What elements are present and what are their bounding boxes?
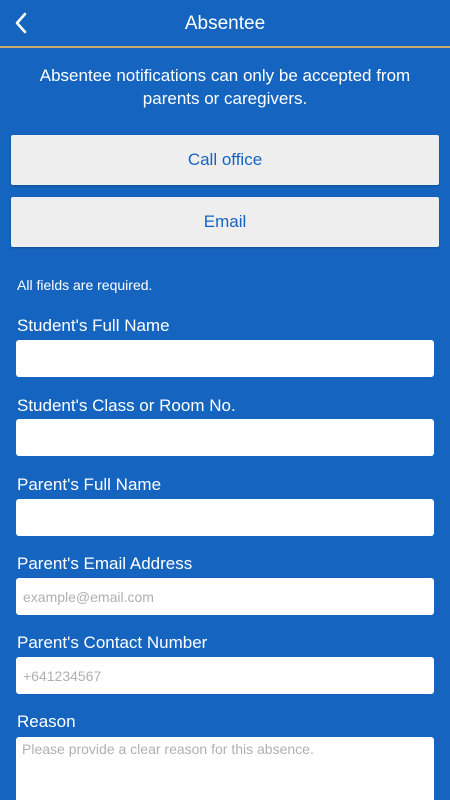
parent-name-label: Parent's Full Name [17, 475, 162, 494]
parent-name-input[interactable] [16, 499, 434, 536]
parent-contact-label: Parent's Contact Number [17, 633, 208, 652]
reason-textarea[interactable] [16, 737, 434, 800]
email-button[interactable]: Email [11, 197, 439, 247]
parent-email-label: Parent's Email Address [17, 554, 193, 573]
absentee-notice: Absentee notifications can only be accepted from parents or caregivers. [39, 66, 411, 108]
page-title: Absentee [184, 13, 266, 34]
required-note: All fields are required. [17, 277, 153, 293]
parent-contact-input[interactable] [16, 657, 434, 694]
student-name-label: Student's Full Name [17, 316, 170, 335]
header-divider [0, 46, 450, 48]
student-class-input[interactable] [16, 419, 434, 456]
student-name-input[interactable] [16, 340, 434, 377]
parent-email-input[interactable] [16, 578, 434, 615]
student-class-label: Student's Class or Room No. [17, 396, 236, 415]
call-office-button[interactable]: Call office [11, 135, 439, 185]
reason-label: Reason [17, 712, 76, 731]
app-header [0, 0, 450, 46]
